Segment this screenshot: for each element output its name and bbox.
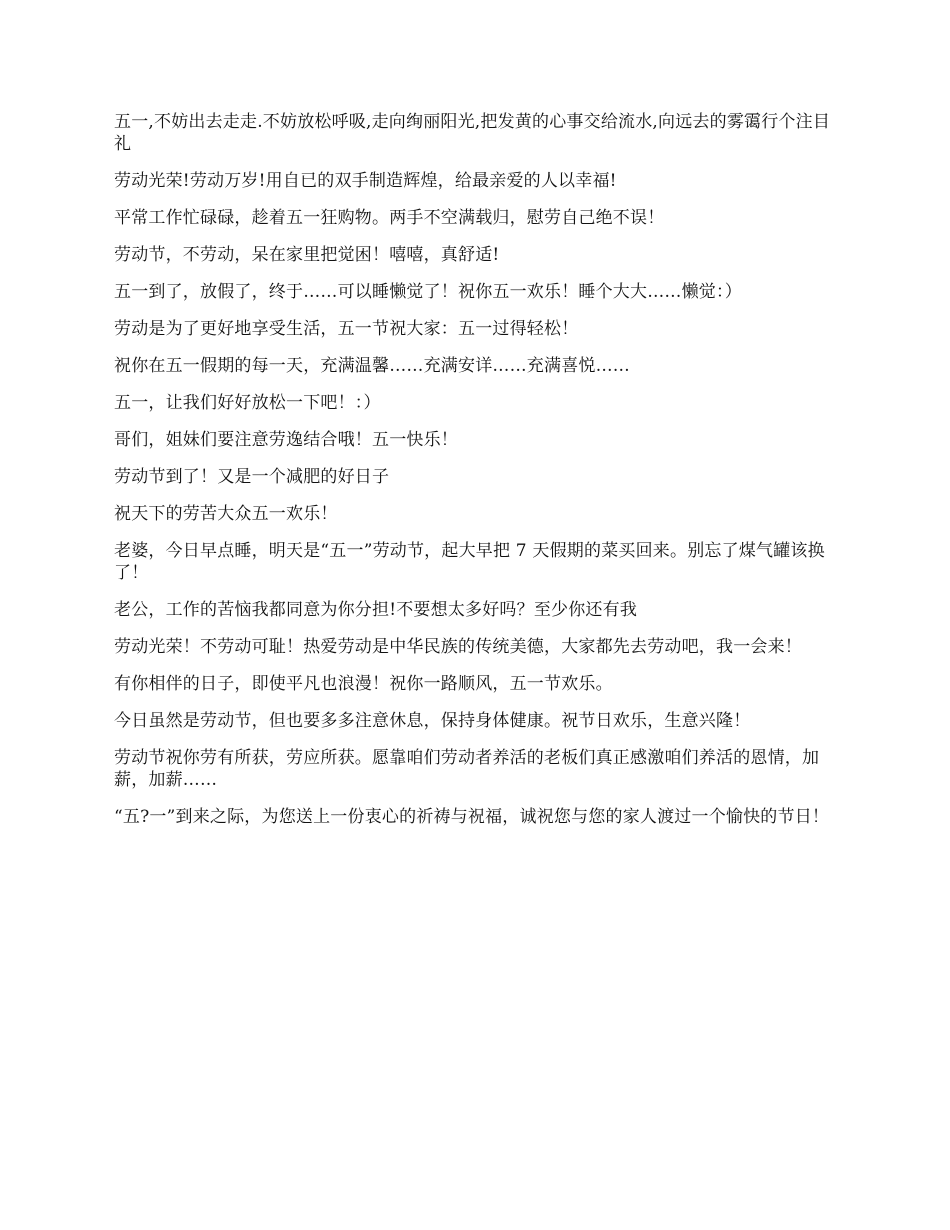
paragraph: 五一，让我们好好放松一下吧！：） bbox=[114, 393, 381, 413]
paragraph: 有你相伴的日子，即使平凡也浪漫！祝你一路顺风，五一节欢乐。 bbox=[114, 674, 613, 694]
paragraph: “五?一”到来之际，为您送上一份衷心的祈祷与祝福，诚祝您与您的家人渡过一个愉快的节日！ bbox=[114, 807, 830, 827]
paragraph: 劳动节祝你劳有所获，劳应所获。愿靠咱们劳动者养活的老板们真正感激咱们养活的恩情，加薪，加薪…… bbox=[114, 748, 820, 790]
paragraph: 平常工作忙碌碌，趁着五一狂购物。两手不空满载归，慰劳自己绝不误！ bbox=[114, 208, 665, 228]
paragraph: 祝你在五一假期的每一天，充满温馨……充满安详……充满喜悦…… bbox=[114, 356, 630, 376]
document-body bbox=[114, 111, 836, 843]
paragraph: 五一到了，放假了，终于……可以睡懒觉了！祝你五一欢乐！睡个大大……懒觉：） bbox=[114, 282, 742, 302]
paragraph: 劳动光荣！不劳动可耻！热爱劳动是中华民族的传统美德，大家都先去劳动吧，我一会来！ bbox=[114, 637, 802, 657]
paragraph: 劳动光荣!劳动万岁!用自已的双手制造辉煌，给最亲爱的人以幸福! bbox=[114, 171, 617, 191]
paragraph: 老婆，今日早点睡，明天是“五一”劳动节，起大早把 7 天假期的菜买回来。别忘了煤气罐该换了！ bbox=[114, 541, 825, 583]
paragraph: 今日虽然是劳动节，但也要多多注意休息，保持身体健康。祝节日欢乐，生意兴隆！ bbox=[114, 711, 751, 731]
paragraph: 劳动节到了！又是一个减肥的好日子 bbox=[114, 467, 390, 487]
paragraph: 老公，工作的苦恼我都同意为你分担!不要想太多好吗？至少你还有我 bbox=[114, 600, 638, 620]
paragraph: 劳动节，不劳动，呆在家里把觉困！嘻嘻，真舒适! bbox=[114, 245, 500, 265]
paragraph: 劳动是为了更好地享受生活，五一节祝大家：五一过得轻松！ bbox=[114, 319, 579, 339]
paragraph: 祝天下的劳苦大众五一欢乐！ bbox=[114, 504, 338, 524]
paragraph: 五一,不妨出去走走.不妨放松呼吸,走向绚丽阳光,把发黄的心事交给流水,向远去的雾霭行个注目礼 bbox=[114, 112, 831, 154]
paragraph: 哥们，姐妹们要注意劳逸结合哦！五一快乐！ bbox=[114, 430, 458, 450]
